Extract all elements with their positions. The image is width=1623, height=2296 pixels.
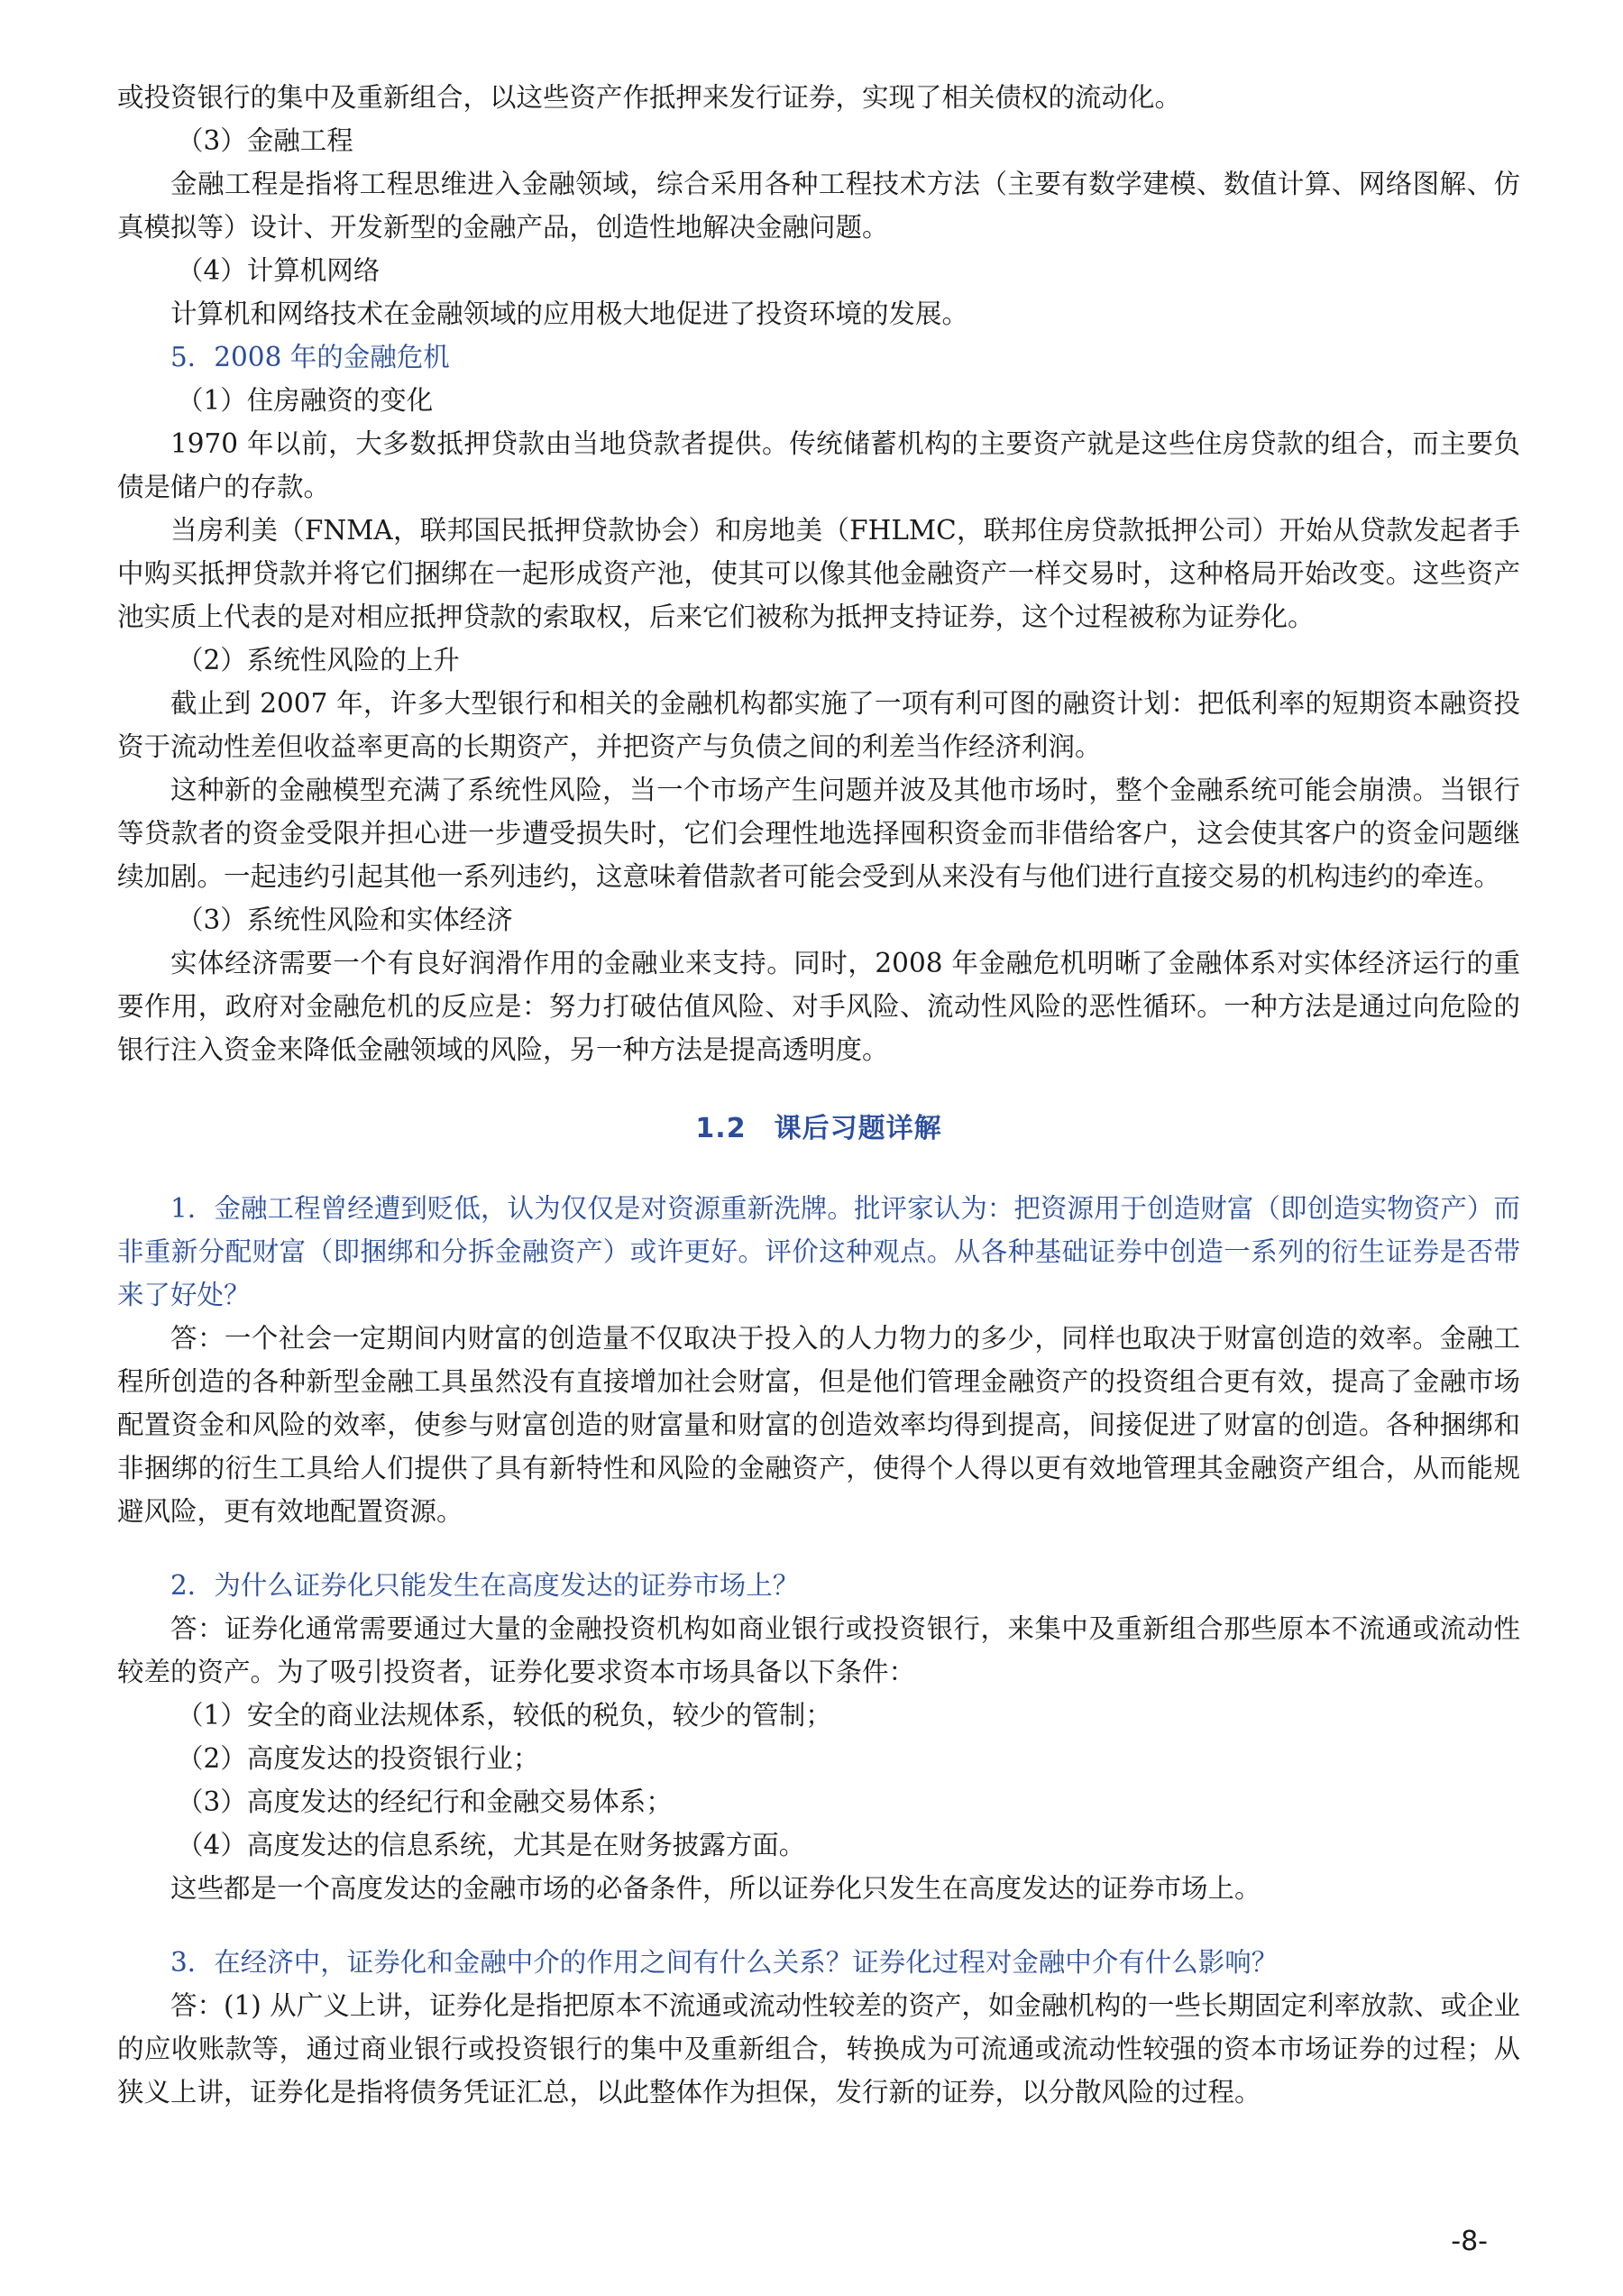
subheading: （2）系统性风险的上升 <box>177 645 460 675</box>
list-item: （3）高度发达的经纪行和金融交易体系； <box>177 1786 673 1817</box>
question-1: 1．金融工程曾经遭到贬低，认为仅仅是对资源重新洗牌。批评家认为：把资源用于创造财富（即创造实物资产）而非重新分配财富（即捆绑和分拆金融资产）或许更好。评价这种观点。从各种基础证券中创造一系列的衍生证券是否带来了好处？ <box>117 1193 1520 1310</box>
section-heading: 5．2008 年的金融危机 <box>170 342 450 372</box>
paragraph: 金融工程是指将工程思维进入金融领域，综合采用各种工程技术方法（主要有数学建模、数值计算、网络图解、仿真模拟等）设计、开发新型的金融产品，创造性地解决金融问题。 <box>117 169 1520 243</box>
question-3: 3．在经济中，证券化和金融中介的作用之间有什么关系？证券化过程对金融中介有什么影响？ <box>170 1947 1279 1978</box>
subheading: （4）计算机网络 <box>177 255 381 286</box>
question-2: 2．为什么证券化只能发生在高度发达的证券市场上？ <box>170 1570 800 1601</box>
page-content <box>117 76 1520 2114</box>
section-title: 1.2 课后习题详解 <box>695 1113 942 1144</box>
list-item: （1）安全的商业法规体系，较低的税负，较少的管制； <box>177 1700 832 1731</box>
paragraph: 截止到 2007 年，许多大型银行和相关的金融机构都实施了一项有利可图的融资计划：把低利率的短期资本融资投资于流动性差但收益率更高的长期资产，并把资产与负债之间的利差当作经济利润。 <box>117 688 1520 762</box>
answer-1: 答：一个社会一定期间内财富的创造量不仅取决于投入的人力物力的多少，同样也取决于财富创造的效率。金融工程所创造的各种新型金融工具虽然没有直接增加社会财富，但是他们管理金融资产的投资组合更有效，提高了金融市场配置资金和风险的效率，使参与财富创造的财富量和财富的创造效率均得到提高，间接促进了财富的创造。各种捆绑和非捆绑的衍生工具给人们提供了具有新特性和风险的金融资产，使得个人得以更有效地管理其金融资产组合，从而能规避风险，更有效地配置资源。 <box>117 1323 1520 1527</box>
list-item: （4）高度发达的信息系统，尤其是在财务披露方面。 <box>177 1830 806 1860</box>
paragraph: 实体经济需要一个有良好润滑作用的金融业来支持。同时，2008 年金融危机明晰了金融体系对实体经济运行的重要作用，政府对金融危机的反应是：努力打破估值风险、对手风险、流动性风险的恶性循环。一种方法是通过向危险的银行注入资金来降低金融领域的风险，另一种方法是提高透明度。 <box>117 948 1520 1065</box>
subheading: （1）住房融资的变化 <box>177 385 434 416</box>
paragraph: 1970 年以前，大多数抵押贷款由当地贷款者提供。传统储蓄机构的主要资产就是这些住房贷款的组合，而主要负债是储户的存款。 <box>117 428 1520 502</box>
paragraph: 这种新的金融模型充满了系统性风险，当一个市场产生问题并波及其他市场时，整个金融系统可能会崩溃。当银行等贷款者的资金受限并担心进一步遭受损失时，它们会理性地选择囤积资金而非借给客户，这会使其客户的资金问题继续加剧。一起违约引起其他一系列违约，这意味着借款者可能会受到从来没有与他们进行直接交易的机构违约的牵连。 <box>117 775 1520 892</box>
list-item: （2）高度发达的投资银行业； <box>177 1743 540 1774</box>
answer-3: 答：(1) 从广义上讲，证券化是指把原本不流通或流动性较差的资产，如金融机构的一些长期固定利率放款、或企业的应收账款等，通过商业银行或投资银行的集中及重新组合，转换成为可流通或流动性较强的资本市场证券的过程；从狭义上讲，证券化是指将债务凭证汇总，以此整体作为担保，发行新的证券，以分散风险的过程。 <box>117 1990 1520 2108</box>
paragraph: 或投资银行的集中及重新组合，以这些资产作抵押来发行证券，实现了相关债权的流动化。 <box>117 82 1182 113</box>
paragraph: 当房利美（FNMA，联邦国民抵押贷款协会）和房地美（FHLMC，联邦住房贷款抵押公司）开始从贷款发起者手中购买抵押贷款并将它们捆绑在一起形成资产池，使其可以像其他金融资产一样交易时，这种格局开始改变。这些资产池实质上代表的是对相应抵押贷款的索取权，后来它们被称为抵押支持证券，这个过程被称为证券化。 <box>117 515 1520 632</box>
paragraph: 计算机和网络技术在金融领域的应用极大地促进了投资环境的发展。 <box>170 298 969 329</box>
answer-2: 答：证券化通常需要通过大量的金融投资机构如商业银行或投资银行，来集中及重新组合那些原本不流通或流动性较差的资产。为了吸引投资者，证券化要求资本市场具备以下条件： <box>117 1613 1520 1687</box>
subheading: （3）金融工程 <box>177 125 353 156</box>
answer-2-conclusion: 这些都是一个高度发达的金融市场的必备条件，所以证券化只发生在高度发达的证券市场上。 <box>170 1873 1261 1904</box>
page-number: -8- <box>1451 2226 1488 2257</box>
subheading: （3）系统性风险和实体经济 <box>177 905 513 935</box>
